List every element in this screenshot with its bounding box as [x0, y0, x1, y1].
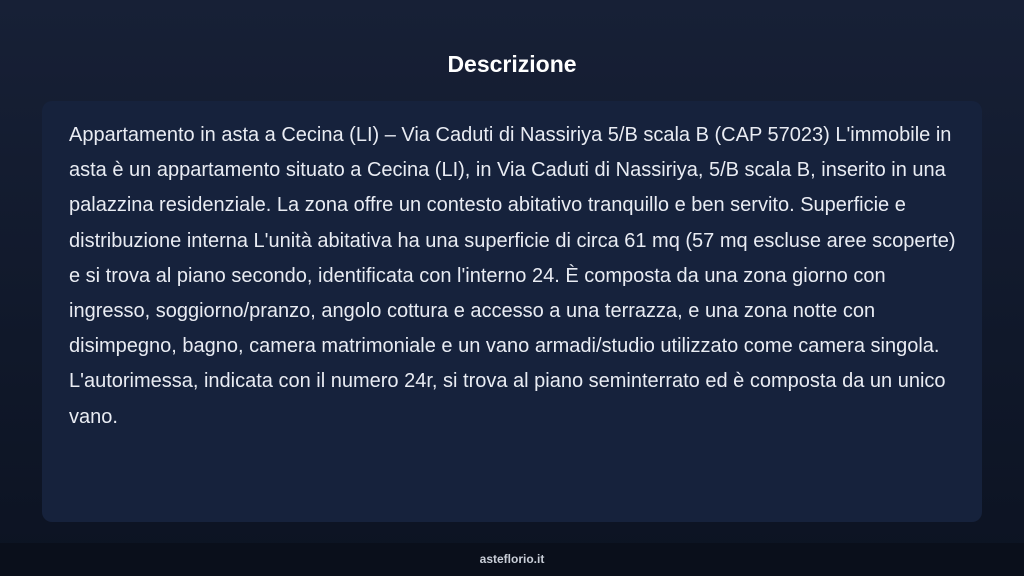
description-card [42, 101, 982, 522]
footer-site-name: asteflorio.it [0, 543, 1024, 576]
page-title: Descrizione [447, 51, 577, 77]
description-text: Appartamento in asta a Cecina (LI) – Via Caduti di Nassiriya 5/B scala B (CAP 57023) L'immobile in asta è un appartamento situato a Cecina (LI), in Via Caduti di Nassiriya, 5/B scala B, inserito in una palazzina residenziale. La zona offre un contesto abitativo tranquillo e ben servito. Superficie e distribuzione interna L'unità abitativa ha una superficie di circa 61 mq (57 mq escluse aree scoperte) e si trova al piano secondo, identificata con l'interno 24. È composta da una zona giorno con ingresso, soggiorno/pranzo, angolo cottura e accesso a una terrazza, e una zona notte con disimpegno, bagno, camera matrimoniale e un vano armadi/studio utilizzato come camera singola. L'autorimessa, indicata con il numero 24r, si trova al piano seminterrato ed è composta da un unico vano. [69, 124, 956, 428]
